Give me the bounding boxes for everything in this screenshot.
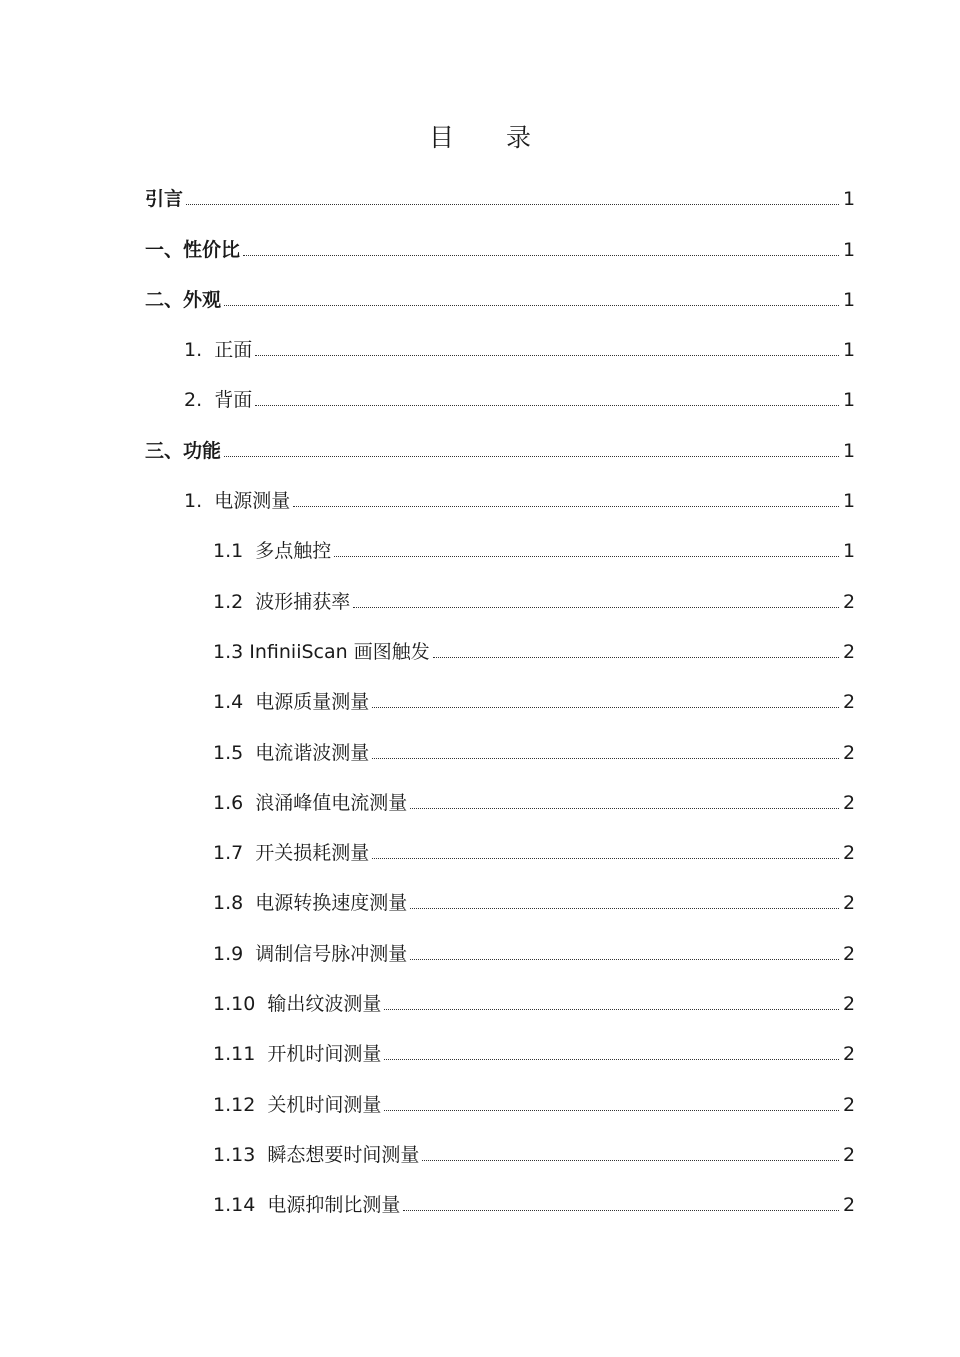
toc-entry[interactable] [145, 574, 855, 624]
toc-entry-page-number: 1 [843, 288, 856, 311]
toc-entry[interactable] [145, 926, 855, 976]
dot-leader [410, 908, 839, 909]
toc-entry-label: 三、功能 [145, 439, 222, 462]
toc-entry-page-number: 2 [843, 741, 856, 764]
toc-entry[interactable] [145, 222, 855, 272]
toc-entry-page-number: 2 [843, 1143, 856, 1166]
toc-entry[interactable] [145, 977, 855, 1027]
toc-entry-label: 1. 电源测量 [184, 490, 291, 513]
dot-leader [410, 959, 839, 960]
dot-leader [372, 858, 839, 859]
toc-entry[interactable] [145, 776, 855, 826]
dot-leader [186, 204, 839, 205]
toc-entry-label: 引言 [145, 188, 184, 211]
toc-entry[interactable] [145, 826, 855, 876]
toc-entry-label: 1.5 电流谐波测量 [213, 741, 370, 764]
toc-entry-page-number: 1 [843, 540, 856, 563]
toc-entry[interactable] [145, 1128, 855, 1178]
toc-entry[interactable] [145, 524, 855, 574]
dot-leader [384, 1009, 839, 1010]
toc-entry-page-number: 2 [843, 590, 856, 613]
toc-entry-page-number: 2 [843, 942, 856, 965]
toc-entry-page-number: 1 [843, 439, 856, 462]
toc-entry-page-number: 2 [843, 640, 856, 663]
toc-entry[interactable] [145, 423, 855, 473]
toc-entry-label: 1.7 开关损耗测量 [213, 842, 370, 865]
toc-entry[interactable] [145, 323, 855, 373]
toc-entry-label: 1.10 输出纹波测量 [213, 993, 382, 1016]
dot-leader [243, 255, 839, 256]
toc-entry-page-number: 2 [843, 791, 856, 814]
toc-entry-label: 1.14 电源抑制比测量 [213, 1194, 401, 1217]
toc-entry-page-number: 1 [843, 238, 856, 261]
dot-leader [433, 657, 839, 658]
toc-entry[interactable] [145, 675, 855, 725]
toc-entry-label: 1.11 开机时间测量 [213, 1043, 382, 1066]
toc-entry-label: 1.3 InfiniiScan 画图触发 [213, 640, 430, 663]
toc-entry-page-number: 2 [843, 1043, 856, 1066]
table-of-contents [145, 172, 855, 1228]
dot-leader [293, 506, 839, 507]
toc-entry-label: 1.4 电源质量测量 [213, 691, 370, 714]
toc-entry-page-number: 2 [843, 691, 856, 714]
dot-leader [255, 355, 839, 356]
toc-entry[interactable] [145, 725, 855, 775]
toc-entry-page-number: 2 [843, 892, 856, 915]
toc-entry-page-number: 2 [843, 842, 856, 865]
toc-entry[interactable] [145, 474, 855, 524]
toc-entry-label: 1.13 瞬态想要时间测量 [213, 1143, 420, 1166]
dot-leader [224, 456, 839, 457]
toc-entry[interactable] [145, 1077, 855, 1127]
dot-leader [403, 1210, 839, 1211]
toc-entry-page-number: 1 [843, 188, 856, 211]
dot-leader [384, 1059, 839, 1060]
toc-entry[interactable] [145, 876, 855, 926]
toc-entry-label: 1.2 波形捕获率 [213, 590, 351, 613]
toc-entry[interactable] [145, 625, 855, 675]
dot-leader [384, 1110, 839, 1111]
toc-entry-label: 二、外观 [145, 288, 222, 311]
toc-entry-page-number: 2 [843, 1093, 856, 1116]
toc-entry[interactable] [145, 1178, 855, 1228]
dot-leader [255, 405, 839, 406]
toc-title: 目 录 [429, 123, 553, 152]
toc-entry-page-number: 2 [843, 1194, 856, 1217]
toc-entry-page-number: 1 [843, 389, 856, 412]
toc-entry[interactable] [145, 1027, 855, 1077]
toc-entry-label: 一、性价比 [145, 238, 241, 261]
toc-entry-label: 1.12 关机时间测量 [213, 1093, 382, 1116]
toc-entry-label: 1.9 调制信号脉冲测量 [213, 942, 408, 965]
toc-entry-page-number: 1 [843, 490, 856, 513]
dot-leader [334, 556, 839, 557]
dot-leader [410, 808, 839, 809]
dot-leader [372, 707, 839, 708]
dot-leader [372, 758, 839, 759]
dot-leader [353, 607, 839, 608]
toc-entry-label: 1.6 浪涌峰值电流测量 [213, 791, 408, 814]
toc-entry-page-number: 2 [843, 993, 856, 1016]
dot-leader [422, 1160, 839, 1161]
toc-entry[interactable] [145, 373, 855, 423]
toc-entry-label: 2. 背面 [184, 389, 253, 412]
toc-entry-page-number: 1 [843, 339, 856, 362]
toc-entry-label: 1. 正面 [184, 339, 253, 362]
toc-entry[interactable] [145, 273, 855, 323]
dot-leader [224, 305, 839, 306]
toc-entry-label: 1.8 电源转换速度测量 [213, 892, 408, 915]
toc-entry[interactable] [145, 172, 855, 222]
toc-entry-label: 1.1 多点触控 [213, 540, 332, 563]
